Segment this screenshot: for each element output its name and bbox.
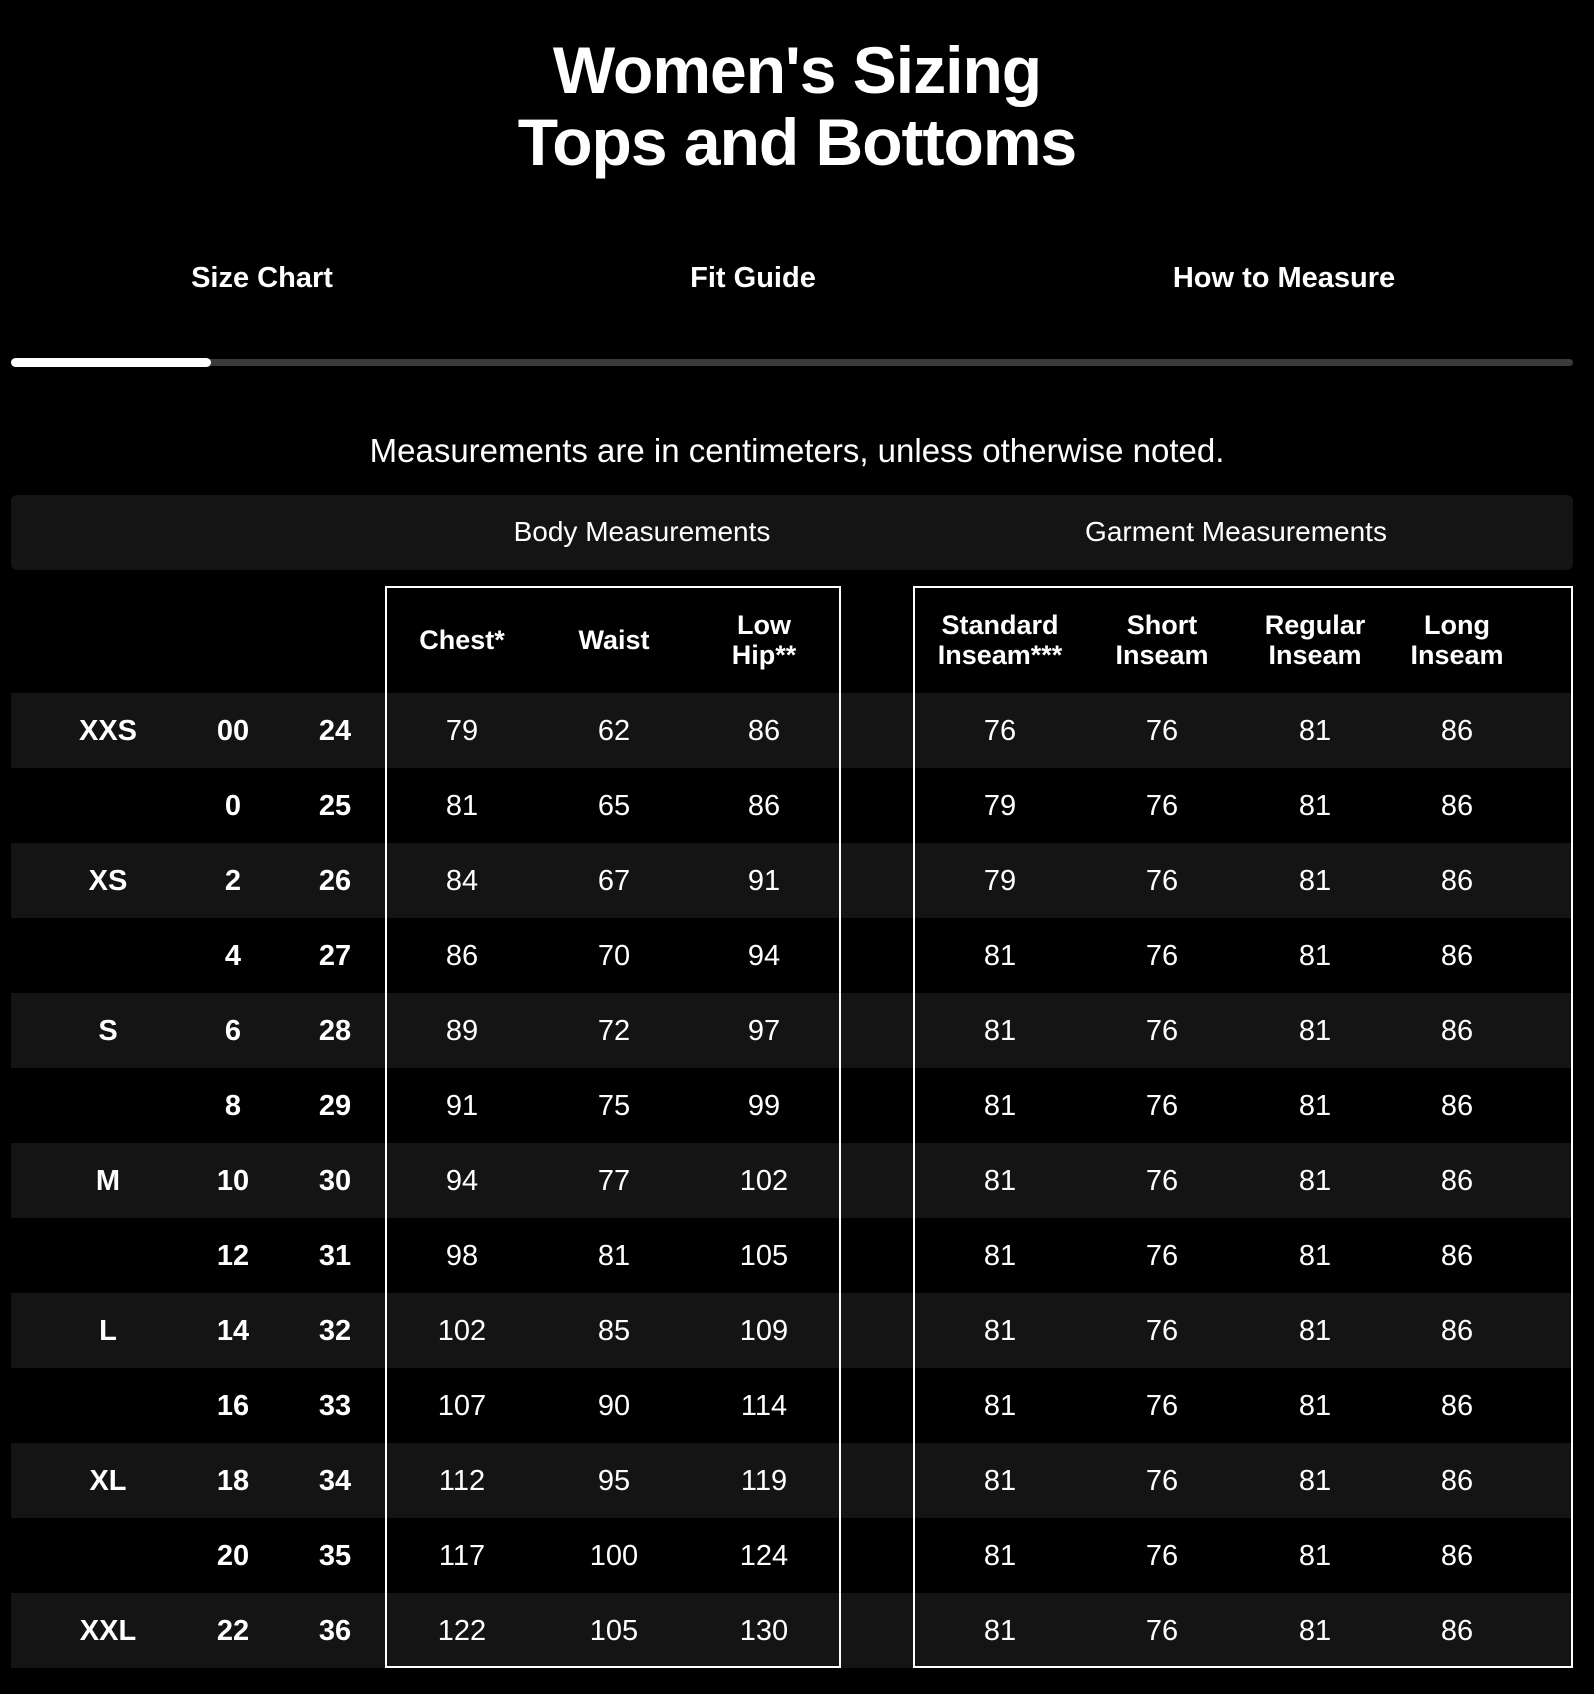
cell-regular-inseam: 81	[1298, 1165, 1332, 1197]
cell-standard-inseam: 81	[983, 1015, 1017, 1047]
cell-regular-inseam: 81	[1298, 1615, 1332, 1647]
cell-long-inseam: 86	[1440, 1615, 1474, 1647]
cell-waist-size: 33	[318, 1390, 352, 1422]
tab-bar	[0, 262, 1594, 312]
cell-chest: 84	[445, 865, 479, 897]
cell-numeric-size: 2	[224, 865, 242, 897]
cell-low-hip: 130	[739, 1615, 789, 1647]
cell-standard-inseam: 81	[983, 1315, 1017, 1347]
cell-numeric-size: 20	[216, 1540, 250, 1572]
cell-regular-inseam: 81	[1298, 715, 1332, 747]
cell-standard-inseam: 81	[983, 1465, 1017, 1497]
cell-chest: 117	[438, 1540, 486, 1572]
cell-standard-inseam: 81	[983, 1615, 1017, 1647]
tab-fit-guide[interactable]: Fit Guide	[690, 262, 816, 294]
cell-short-inseam: 76	[1145, 1015, 1179, 1047]
cell-long-inseam: 86	[1440, 1465, 1474, 1497]
cell-regular-inseam: 81	[1298, 1465, 1332, 1497]
cell-waist-size: 31	[318, 1240, 352, 1272]
cell-waist-size: 35	[318, 1540, 352, 1572]
cell-chest: 86	[445, 940, 479, 972]
cell-standard-inseam: 79	[983, 790, 1017, 822]
cell-long-inseam: 86	[1440, 1540, 1474, 1572]
cell-waist: 90	[597, 1390, 631, 1422]
cell-regular-inseam: 81	[1298, 1315, 1332, 1347]
cell-long-inseam: 86	[1440, 940, 1474, 972]
cell-long-inseam: 86	[1440, 1165, 1474, 1197]
cell-chest: 102	[437, 1315, 487, 1347]
cell-standard-inseam: 81	[983, 1540, 1017, 1572]
cell-chest: 81	[445, 790, 479, 822]
cell-low-hip: 114	[740, 1390, 788, 1422]
cell-low-hip: 124	[739, 1540, 789, 1572]
header-short-inseam-line-1: Short	[1126, 610, 1198, 640]
cell-waist-size: 36	[318, 1615, 352, 1647]
cell-waist: 72	[597, 1015, 631, 1047]
header-long-inseam-line-2: Inseam	[1410, 640, 1504, 670]
group-body-measurements: Body Measurements	[513, 516, 771, 547]
cell-numeric-size: 0	[224, 790, 242, 822]
header-regular-inseam-line-2: Inseam	[1268, 640, 1362, 670]
cell-short-inseam: 76	[1145, 1615, 1179, 1647]
cell-numeric-size: 18	[216, 1465, 250, 1497]
garment-measurements-box	[913, 586, 1573, 1668]
cell-low-hip: 102	[739, 1165, 789, 1197]
cell-numeric-size: 14	[216, 1315, 250, 1347]
tab-track	[11, 359, 1573, 366]
cell-alpha-size: XL	[89, 1465, 127, 1497]
cell-numeric-size: 16	[216, 1390, 250, 1422]
body-measurements-box	[385, 586, 841, 1668]
cell-chest: 107	[437, 1390, 487, 1422]
cell-standard-inseam: 81	[983, 940, 1017, 972]
cell-long-inseam: 86	[1440, 1090, 1474, 1122]
cell-numeric-size: 12	[216, 1240, 250, 1272]
cell-waist-size: 28	[318, 1015, 352, 1047]
cell-standard-inseam: 76	[983, 715, 1017, 747]
cell-standard-inseam: 81	[983, 1165, 1017, 1197]
cell-waist: 65	[597, 790, 631, 822]
page-title-line-2: Tops and Bottoms	[517, 105, 1077, 179]
header-short-inseam-line-2: Inseam	[1115, 640, 1209, 670]
cell-waist: 81	[597, 1240, 631, 1272]
cell-numeric-size: 6	[224, 1015, 242, 1047]
cell-chest: 112	[438, 1465, 486, 1497]
header-chest: Chest*	[419, 625, 505, 655]
header-regular-inseam-line-1: Regular	[1264, 610, 1366, 640]
cell-long-inseam: 86	[1440, 715, 1474, 747]
page-title-line-1: Women's Sizing	[552, 33, 1042, 107]
cell-low-hip: 86	[747, 790, 781, 822]
cell-waist: 75	[597, 1090, 631, 1122]
cell-chest: 98	[445, 1240, 479, 1272]
cell-waist: 70	[597, 940, 631, 972]
cell-regular-inseam: 81	[1298, 940, 1332, 972]
cell-short-inseam: 76	[1145, 1240, 1179, 1272]
cell-low-hip: 119	[740, 1465, 788, 1497]
cell-waist-size: 26	[318, 865, 352, 897]
cell-low-hip: 91	[747, 865, 781, 897]
cell-short-inseam: 76	[1145, 1090, 1179, 1122]
cell-numeric-size: 10	[216, 1165, 250, 1197]
cell-waist: 77	[597, 1165, 631, 1197]
cell-long-inseam: 86	[1440, 1315, 1474, 1347]
units-note: Measurements are in centimeters, unless otherwise noted.	[369, 432, 1225, 469]
cell-chest: 89	[445, 1015, 479, 1047]
cell-alpha-size: M	[95, 1165, 121, 1197]
cell-standard-inseam: 81	[983, 1390, 1017, 1422]
cell-numeric-size: 8	[224, 1090, 242, 1122]
header-standard-inseam-line-1: Standard	[941, 610, 1059, 640]
header-standard-inseam-line-2: Inseam***	[937, 640, 1063, 670]
cell-short-inseam: 76	[1145, 715, 1179, 747]
cell-alpha-size: XXL	[79, 1615, 137, 1647]
cell-short-inseam: 76	[1145, 1315, 1179, 1347]
cell-regular-inseam: 81	[1298, 790, 1332, 822]
cell-waist-size: 32	[318, 1315, 352, 1347]
header-low-hip-line-1: Low	[736, 610, 791, 640]
cell-alpha-size: XXS	[78, 715, 138, 747]
cell-long-inseam: 86	[1440, 865, 1474, 897]
cell-regular-inseam: 81	[1298, 1390, 1332, 1422]
cell-chest: 94	[445, 1165, 479, 1197]
cell-waist: 100	[589, 1540, 639, 1572]
cell-waist: 62	[597, 715, 631, 747]
cell-waist-size: 27	[318, 940, 352, 972]
cell-short-inseam: 76	[1145, 865, 1179, 897]
cell-standard-inseam: 79	[983, 865, 1017, 897]
cell-waist-size: 34	[318, 1465, 352, 1497]
cell-long-inseam: 86	[1440, 1390, 1474, 1422]
header-low-hip-line-2: Hip**	[731, 640, 797, 670]
cell-short-inseam: 76	[1145, 1540, 1179, 1572]
cell-standard-inseam: 81	[983, 1090, 1017, 1122]
cell-low-hip: 109	[739, 1315, 789, 1347]
cell-standard-inseam: 81	[983, 1240, 1017, 1272]
group-garment-measurements: Garment Measurements	[1085, 516, 1387, 547]
cell-low-hip: 97	[747, 1015, 781, 1047]
tab-how-to-measure[interactable]: How to Measure	[1172, 262, 1396, 294]
cell-regular-inseam: 81	[1298, 1015, 1332, 1047]
cell-short-inseam: 76	[1145, 1390, 1179, 1422]
cell-long-inseam: 86	[1440, 1240, 1474, 1272]
cell-waist: 105	[589, 1615, 639, 1647]
cell-waist: 95	[597, 1465, 631, 1497]
tab-size-chart[interactable]: Size Chart	[191, 262, 333, 294]
page-title	[0, 34, 1594, 178]
tab-active-indicator	[11, 358, 211, 367]
cell-short-inseam: 76	[1145, 1465, 1179, 1497]
cell-short-inseam: 76	[1145, 790, 1179, 822]
cell-chest: 91	[445, 1090, 479, 1122]
cell-numeric-size: 22	[216, 1615, 250, 1647]
cell-waist-size: 29	[318, 1090, 352, 1122]
cell-alpha-size: L	[99, 1315, 117, 1347]
cell-numeric-size: 00	[216, 715, 250, 747]
cell-waist-size: 24	[318, 715, 352, 747]
cell-regular-inseam: 81	[1298, 1090, 1332, 1122]
cell-regular-inseam: 81	[1298, 1240, 1332, 1272]
cell-low-hip: 86	[747, 715, 781, 747]
cell-chest: 122	[437, 1615, 487, 1647]
cell-numeric-size: 4	[224, 940, 242, 972]
cell-alpha-size: XS	[88, 865, 128, 897]
cell-alpha-size: S	[98, 1015, 118, 1047]
cell-low-hip: 99	[747, 1090, 781, 1122]
cell-low-hip: 105	[739, 1240, 789, 1272]
cell-waist: 67	[597, 865, 631, 897]
cell-waist-size: 25	[318, 790, 352, 822]
cell-low-hip: 94	[747, 940, 781, 972]
cell-short-inseam: 76	[1145, 940, 1179, 972]
cell-regular-inseam: 81	[1298, 1540, 1332, 1572]
header-long-inseam-line-1: Long	[1424, 610, 1490, 640]
cell-long-inseam: 86	[1440, 790, 1474, 822]
header-waist: Waist	[578, 625, 650, 655]
cell-waist: 85	[597, 1315, 631, 1347]
cell-chest: 79	[445, 715, 479, 747]
cell-long-inseam: 86	[1440, 1015, 1474, 1047]
cell-regular-inseam: 81	[1298, 865, 1332, 897]
cell-short-inseam: 76	[1145, 1165, 1179, 1197]
cell-waist-size: 30	[318, 1165, 352, 1197]
